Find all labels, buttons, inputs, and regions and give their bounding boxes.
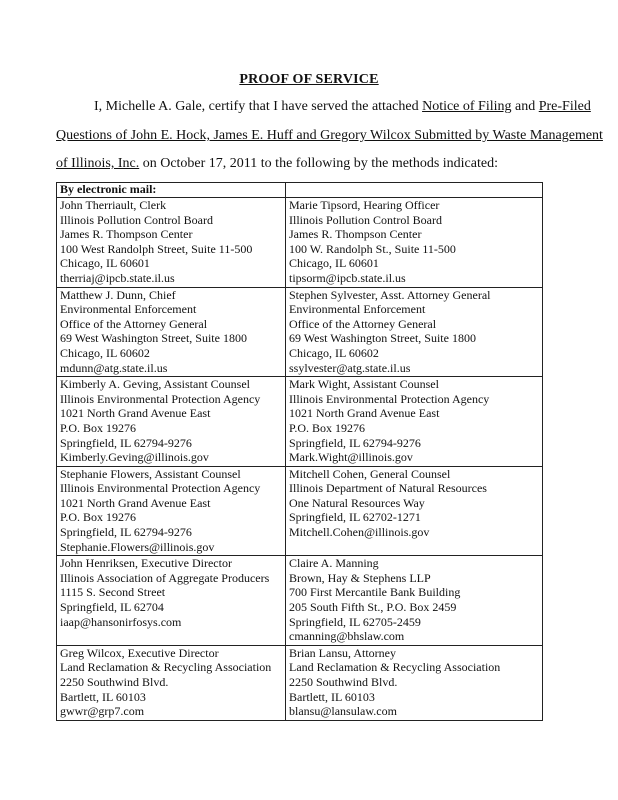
address-line: Chicago, IL 60602 [289, 345, 379, 360]
table-row [57, 556, 543, 646]
address-line: Brian Lansu, Attorney [289, 645, 396, 660]
address-line: Bartlett, IL 60103 [289, 689, 375, 704]
method-header: By electronic mail: [57, 183, 286, 198]
address-line: 1021 North Grand Avenue East [289, 406, 440, 421]
address-line: Mark.Wight@illinois.gov [289, 450, 413, 465]
address-line: Springfield, IL 62794-9276 [60, 435, 192, 450]
recipient-left [57, 287, 286, 377]
address-line: Illinois Environmental Protection Agency [289, 391, 490, 406]
service-list-table [56, 182, 543, 721]
table-row [57, 466, 543, 556]
address-line: tipsorm@ipcb.state.il.us [289, 270, 406, 285]
address-line: Environmental Enforcement [289, 302, 426, 317]
table-header-row [57, 183, 543, 198]
address-line: P.O. Box 19276 [60, 420, 137, 435]
address-line: iaap@hansonirfosys.com [60, 614, 182, 629]
certification-line-1 [94, 99, 594, 115]
address-line: Office of the Attorney General [289, 316, 437, 331]
address-line: Brown, Hay & Stephens LLP [289, 570, 431, 585]
address-line: Land Reclamation & Recycling Association [289, 660, 501, 675]
address-line: cmanning@bhslaw.com [289, 629, 405, 644]
recipient-left [57, 645, 286, 720]
address-line: P.O. Box 19276 [289, 420, 366, 435]
address-line: Office of the Attorney General [60, 316, 208, 331]
address-line: Kimberly A. Geving, Assistant Counsel [60, 377, 250, 392]
address-line: John Therriault, Clerk [60, 198, 167, 212]
address-line: 700 First Mercantile Bank Building [289, 585, 461, 600]
address-line: Kimberly.Geving@illinois.gov [60, 450, 209, 465]
address-line: 2250 Southwind Blvd. [60, 675, 169, 689]
service-date-text: on October 17, 2011 to the following by the methods indicated: [139, 156, 498, 171]
recipient-left [57, 556, 286, 646]
table-row [57, 377, 543, 467]
certification-text: I, Michelle A. Gale, certify that I have served the attached [94, 99, 423, 114]
address-line: Mark Wight, Assistant Counsel [289, 377, 439, 392]
certification-line-2: Questions of John E. Hock, James E. Huff and Gregory Wilcox Submitted by Waste Management [56, 128, 603, 143]
recipient-right [286, 377, 543, 467]
recipient-right [286, 645, 543, 720]
address-line: 69 West Washington Street, Suite 1800 [289, 331, 476, 346]
address-line: Illinois Pollution Control Board [289, 212, 443, 227]
address-line: Mitchell.Cohen@illinois.gov [289, 525, 430, 540]
address-line: 1115 S. Second Street [60, 585, 166, 600]
conjunction-text: and [511, 99, 539, 114]
address-line: Chicago, IL 60601 [60, 256, 150, 271]
address-line: Springfield, IL 62794-9276 [60, 525, 192, 540]
table-row [57, 198, 543, 288]
address-line: Stephanie.Flowers@illinois.gov [60, 539, 215, 554]
address-line: 2250 Southwind Blvd. [289, 675, 398, 689]
address-line: Mitchell Cohen, General Counsel [289, 466, 451, 481]
address-line: 100 West Randolph Street, Suite 11-500 [60, 241, 253, 256]
address-line: 100 W. Randolph St., Suite 11-500 [289, 241, 456, 256]
address-line: Stephen Sylvester, Asst. Attorney General [289, 287, 491, 302]
address-line: Chicago, IL 60601 [289, 256, 379, 271]
recipient-left [57, 466, 286, 556]
address-line: therriaj@ipcb.state.il.us [60, 270, 175, 285]
table-row [57, 645, 543, 720]
address-line: gwwr@grp7.com [60, 704, 145, 719]
address-line: Chicago, IL 60602 [60, 345, 150, 360]
recipient-right [286, 287, 543, 377]
address-line: Illinois Environmental Protection Agency [60, 481, 261, 496]
address-line: ssylvester@atg.state.il.us [289, 360, 411, 375]
address-line: Marie Tipsord, Hearing Officer [289, 198, 440, 212]
address-line: Greg Wilcox, Executive Director [60, 645, 219, 660]
address-line: Illinois Environmental Protection Agency [60, 391, 261, 406]
address-line: Illinois Department of Natural Resources [289, 481, 487, 496]
address-line: Illinois Association of Aggregate Producers [60, 570, 270, 585]
address-line: P.O. Box 19276 [60, 510, 137, 525]
method-header-blank [286, 183, 543, 198]
address-line: Springfield, IL 62794-9276 [289, 435, 421, 450]
address-line: Illinois Pollution Control Board [60, 212, 214, 227]
address-line: 205 South Fifth St., P.O. Box 2459 [289, 600, 457, 615]
address-line: Springfield, IL 62705-2459 [289, 614, 421, 629]
address-line: Springfield, IL 62704 [60, 600, 164, 615]
address-line: James R. Thompson Center [60, 227, 193, 242]
address-line: John Henriksen, Executive Director [60, 556, 232, 571]
table-row [57, 287, 543, 377]
recipient-right [286, 466, 543, 556]
address-line: One Natural Resources Way [289, 495, 425, 510]
address-line: 1021 North Grand Avenue East [60, 495, 211, 510]
certification-line-3 [56, 156, 556, 172]
notice-of-filing-link: Notice of Filing [422, 99, 512, 114]
pre-filed-link: Pre-Filed [538, 99, 591, 114]
recipient-left [57, 377, 286, 467]
recipient-right [286, 556, 543, 646]
page-title: PROOF OF SERVICE [239, 72, 379, 87]
address-line: Stephanie Flowers, Assistant Counsel [60, 466, 241, 481]
address-line: Springfield, IL 62702-1271 [289, 510, 421, 525]
address-line: Bartlett, IL 60103 [60, 689, 146, 704]
address-line: 69 West Washington Street, Suite 1800 [60, 331, 247, 346]
address-line: Environmental Enforcement [60, 302, 197, 317]
address-line: mdunn@atg.state.il.us [60, 360, 168, 375]
address-line: blansu@lansulaw.com [289, 704, 397, 719]
recipient-right [286, 198, 543, 288]
address-line: Land Reclamation & Recycling Association [60, 660, 272, 675]
address-line: James R. Thompson Center [289, 227, 422, 242]
address-line: Matthew J. Dunn, Chief [60, 287, 176, 302]
address-line: 1021 North Grand Avenue East [60, 406, 211, 421]
recipient-left [57, 198, 286, 288]
address-line: Claire A. Manning [289, 556, 379, 571]
company-name: of Illinois, Inc. [56, 156, 140, 171]
